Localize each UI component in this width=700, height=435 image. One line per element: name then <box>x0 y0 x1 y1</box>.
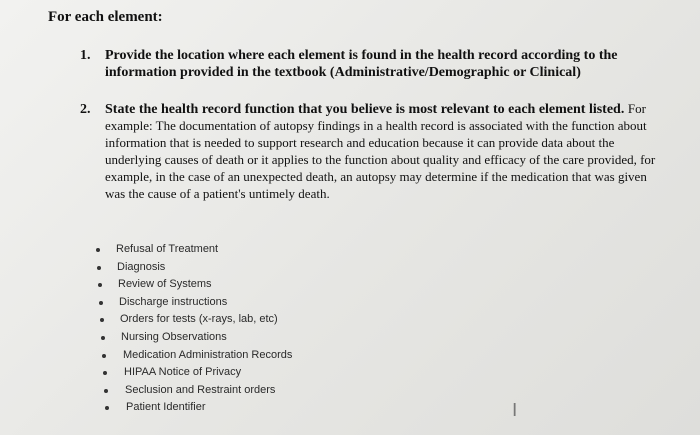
document-page: For each element: 1. Provide the location where each element is found in the health record according to the information provided in the textbook (Administrative/Demographic or Clinical) 2. State the health record function that you believe is most relevant to each element listed. For example: The documentation of autopsy findings in a health record is associated with the function about information that is needed to support research and education because it can provide data about the underlying causes of death or it applies to the function about quality and efficacy of the care provided, for example, in the case of an unexpected death, an autopsy may determine if the medication that was given was the cause of a patient's untimely death. Refusal of Treatment Diagnosis Review of Systems Discharge instructions Orders for tests (x-rays, lab, etc) Nursing Observations Medication Administration Records HIPAA Notice of Privacy Seclusion and Restraint orders Patient Identifier I <box>0 0 700 435</box>
bullet-icon <box>105 406 109 410</box>
bullet-icon <box>99 301 103 305</box>
item-number: 1. <box>80 48 91 63</box>
item-number: 2. <box>80 102 91 117</box>
text-cursor-icon: I <box>512 400 518 421</box>
item-text: Provide the location where each element is found in the health record according to the information provided in the textbook (Administrative/Demographic or Clinical) <box>105 48 618 80</box>
section-heading: For each element: <box>48 9 163 25</box>
bullet-icon <box>102 354 106 358</box>
bullet-icon <box>97 266 101 270</box>
bullet-icon <box>100 318 104 322</box>
bullet-icon <box>98 283 102 287</box>
bullet-icon <box>104 389 108 393</box>
item-lead-text: State the health record function that you believe is most relevant to each element listed. <box>105 102 625 117</box>
item-body-text: For example: The documentation of autopsy findings in a health record is associated with the function about information that is needed to support research and education because it can provide data about the underlying causes of death or it applies to the function about quality and efficacy of the care provided, for example, in the case of an unexpected death, an autopsy may determine if the medication that was given was the cause of a patient's untimely death. <box>105 101 656 201</box>
bullet-icon <box>101 336 105 340</box>
bullet-icon <box>96 248 100 252</box>
item-text-block <box>105 101 660 203</box>
bullet-icon <box>103 371 107 375</box>
